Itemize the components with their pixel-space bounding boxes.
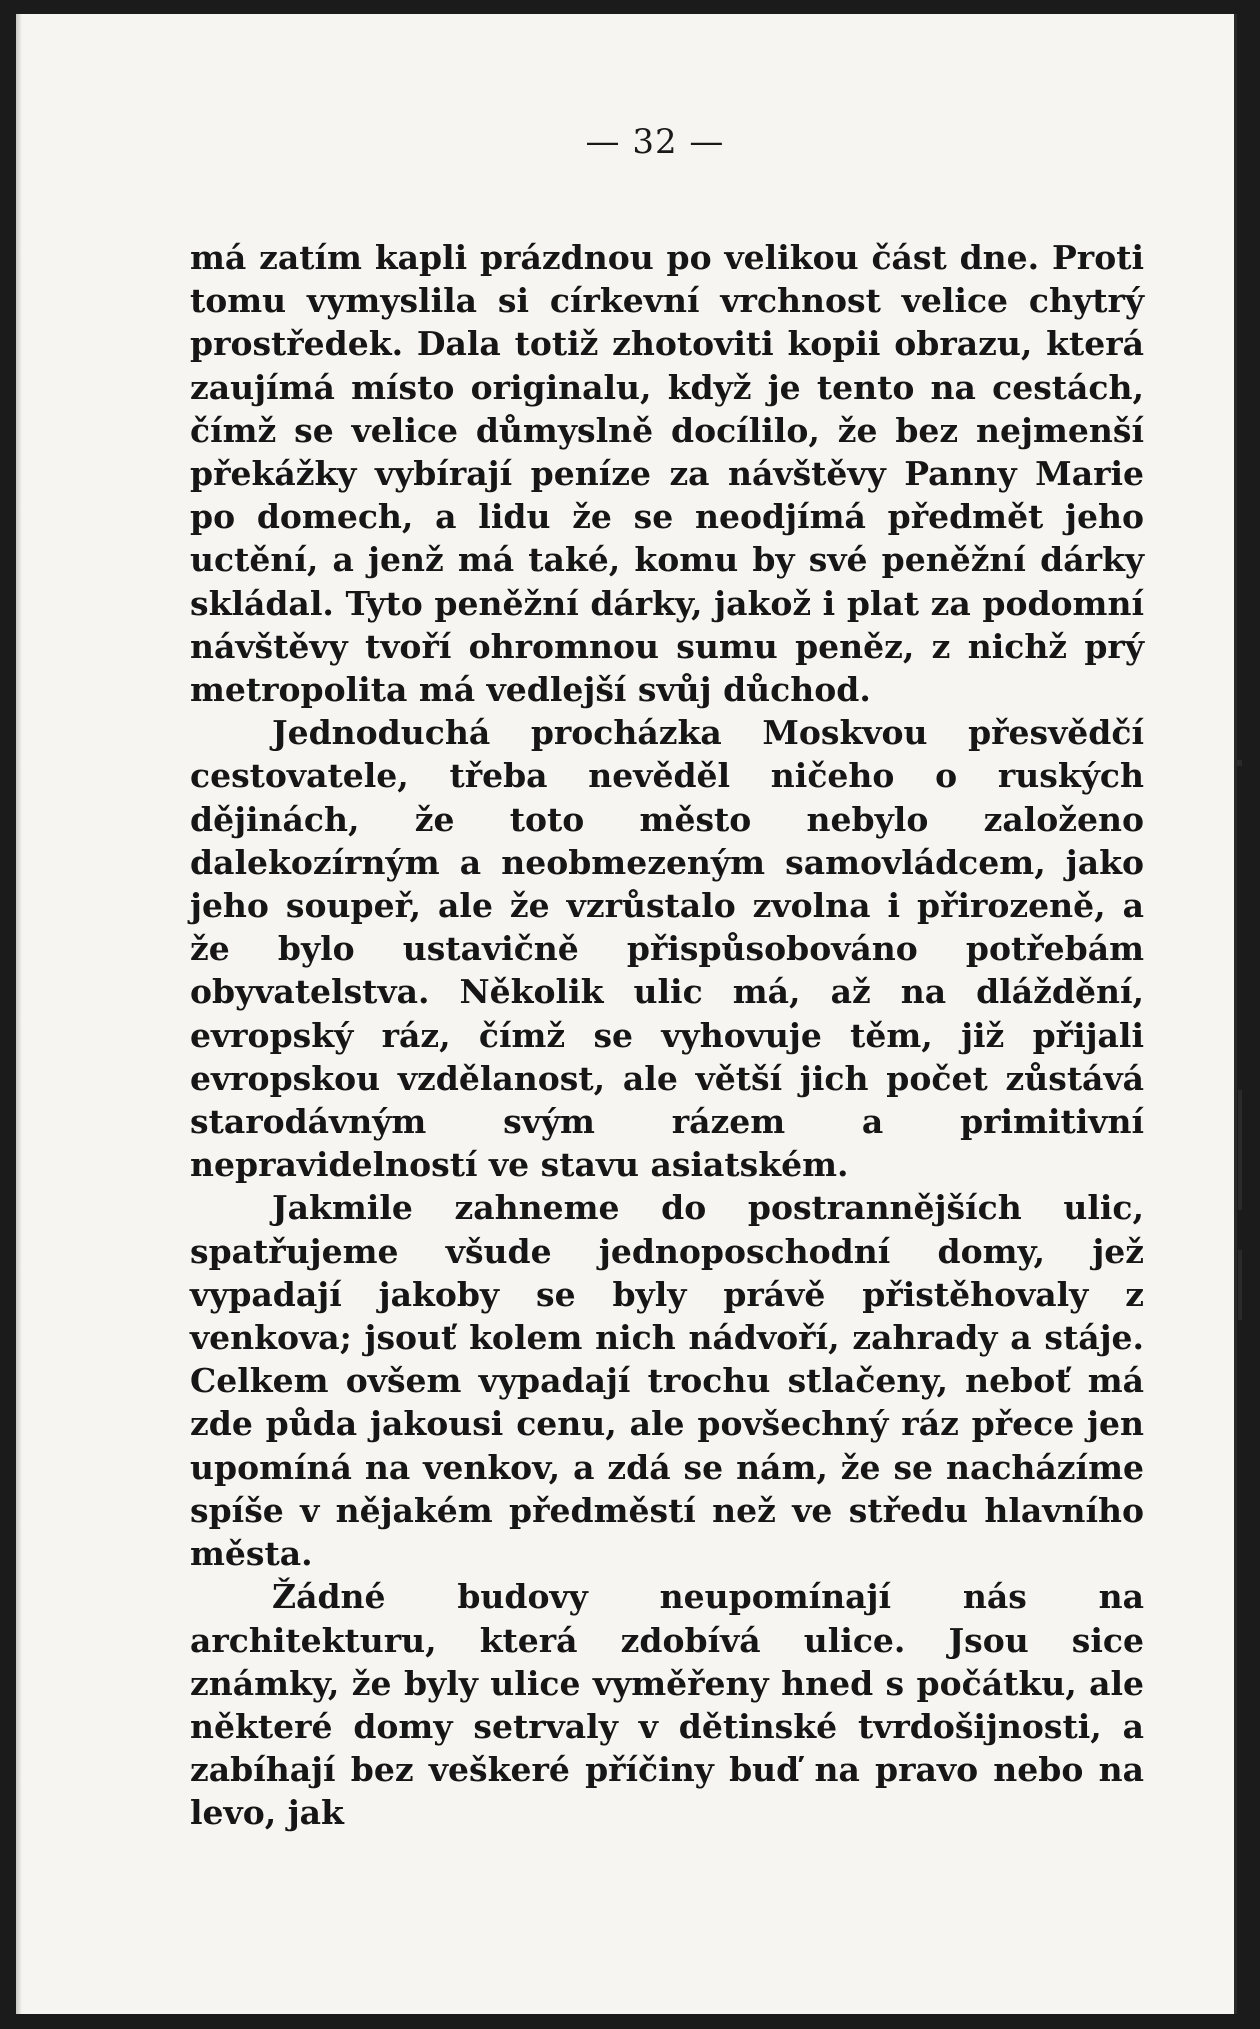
paragraph-2: Jednoduchá procházka Moskvou přesvědčí cestovatele, třeba nevěděl ničeho o ruských dějinách, že toto město nebylo založeno dalekozírným a neobmezeným samovládcem, jako jeho soupeř, ale že vzrůstalo zvolna i přirozeně, a že bylo ustavičně přispůsobováno potřebám obyvatelstva. Několik ulic má, až na dláždění, evropský ráz, čímž se vyhovuje těm, již přijali evropskou vzdělanost, ale větší jich počet zůstává starodávným svým rázem a primitivní nepravidelností ve stavu asiatském. — [190, 713, 1144, 1185]
body-text — [190, 236, 1144, 1835]
scan-edge-mark — [1238, 1250, 1242, 1320]
paragraph-1: má zatím kapli prázdnou po velikou část dne. Proti tomu vymyslila si církevní vrchnost velice chytrý prostředek. Dala totiž zhotoviti kopii obrazu, která zaujímá místo originalu, když je tento na cestách, čímž se velice důmyslně docílilo, že bez nejmenší překážky vybírají peníze za návštěvy Panny Marie po domech, a lidu že se neodjímá předmět jeho uctění, a jenž má také, komu by své peněžní dárky skládal. Tyto peněžní dárky, jakož i plat za podomní návštěvy tvoří ohromnou sumu peněz, z nichž prý metropolita má vedlejší svůj důchod. — [190, 238, 1144, 710]
book-page — [16, 14, 1237, 2014]
scan-edge-mark — [1238, 1090, 1242, 1210]
paragraph-3: Jakmile zahneme do postrannějších ulic, spatřujeme všude jednoposchodní domy, jež vypadají jakoby se byly právě přistěhovaly z venkova; jsouť kolem nich nádvoří, zahrady a stáje. Celkem ovšem vypadají trochu stlačeny, neboť má zde půda jakousi cenu, ale povšechný ráz přece jen upomíná na venkov, a zdá se nám, že se nacházíme spíše v nějakém předměstí než ve středu hlavního města. — [190, 1188, 1144, 1574]
scan-edge-mark — [1236, 760, 1242, 766]
paragraph-4: Žádné budovy neupomínají nás na architekturu, která zdobívá ulice. Jsou sice známky, že byly ulice vyměřeny hned s počátku, ale některé domy setrvaly v dětinské tvrdošijnosti, a zabíhají bez veškeré příčiny buď na pravo nebo na levo, jak — [190, 1577, 1144, 1833]
page-number: — 32 — — [585, 122, 725, 162]
